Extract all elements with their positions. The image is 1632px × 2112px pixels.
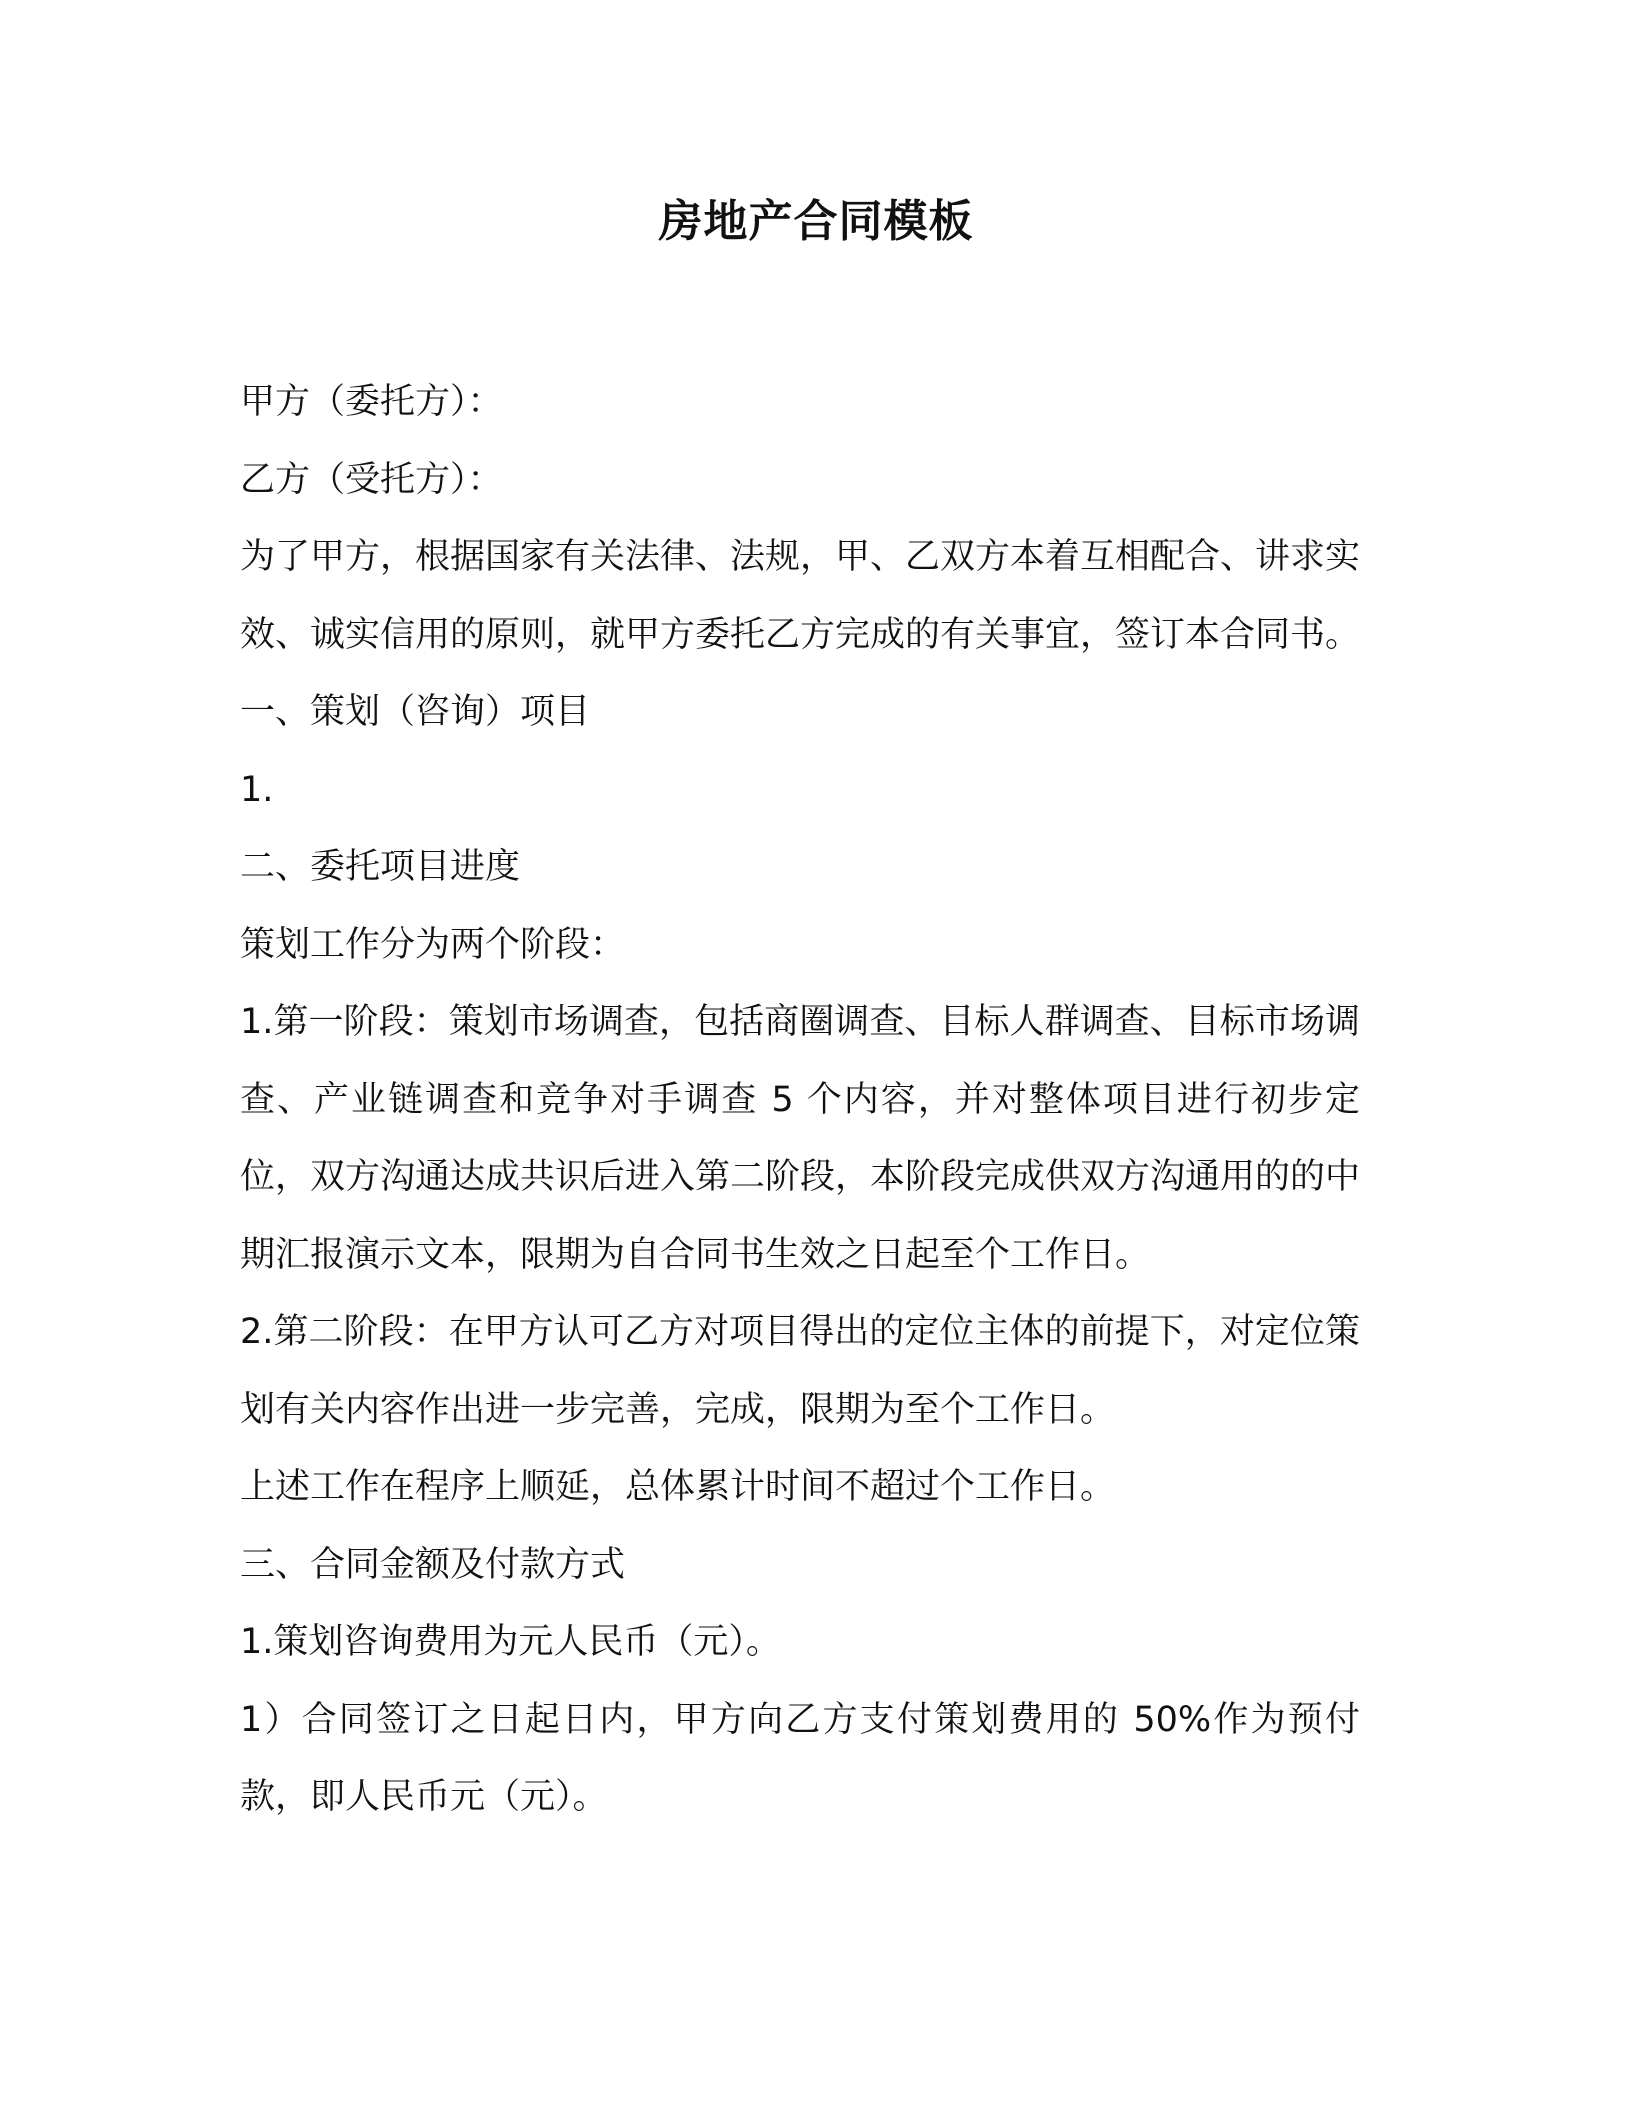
payment-item-1: 1）合同签订之日起日内，甲方向乙方支付策划费用的 50%作为预付款，即人民币元（元）。 bbox=[240, 1699, 1360, 1817]
fee-paragraph: 1.策划咨询费用为元人民币（元）。 bbox=[240, 1622, 781, 1662]
party-b-line: 乙方（受托方）： bbox=[240, 459, 503, 500]
section-heading-2: 二、委托项目进度 bbox=[240, 847, 521, 887]
preamble-paragraph: 为了甲方，根据国家有关法律、法规，甲、乙双方本着互相配合、讲求实效、诚实信用的原则，就甲方委托乙方完成的有关事宜，签订本合同书。 bbox=[240, 537, 1361, 655]
schedule-note: 上述工作在程序上顺延，总体累计时间不超过个工作日。 bbox=[240, 1467, 1116, 1507]
stage-1-paragraph: 1.第一阶段：策划市场调查，包括商圈调查、目标人群调查、目标市场调查、产业链调查和竞争对手调查 5 个内容，并对整体项目进行初步定位，双方沟通达成共识后进入第二阶段，本阶段完成供双方沟通用的的中期汇报演示文本，限期为自合同书生效之日起至个工作日。 bbox=[240, 1002, 1361, 1275]
section-heading-3: 三、合同金额及付款方式 bbox=[240, 1544, 626, 1585]
stage-2-paragraph: 2.第二阶段：在甲方认可乙方对项目得出的定位主体的前提下，对定位策划有关内容作出进一步完善，完成，限期为至个工作日。 bbox=[240, 1312, 1360, 1430]
section-heading-1: 一、策划（咨询）项目 bbox=[240, 692, 591, 732]
party-a-line: 甲方（委托方）： bbox=[240, 382, 503, 422]
section-1-item-1: 1. bbox=[240, 769, 274, 810]
stages-intro: 策划工作分为两个阶段： bbox=[240, 924, 626, 965]
document-body bbox=[240, 364, 1360, 1837]
document-title: 房地产合同模板 bbox=[658, 196, 974, 247]
